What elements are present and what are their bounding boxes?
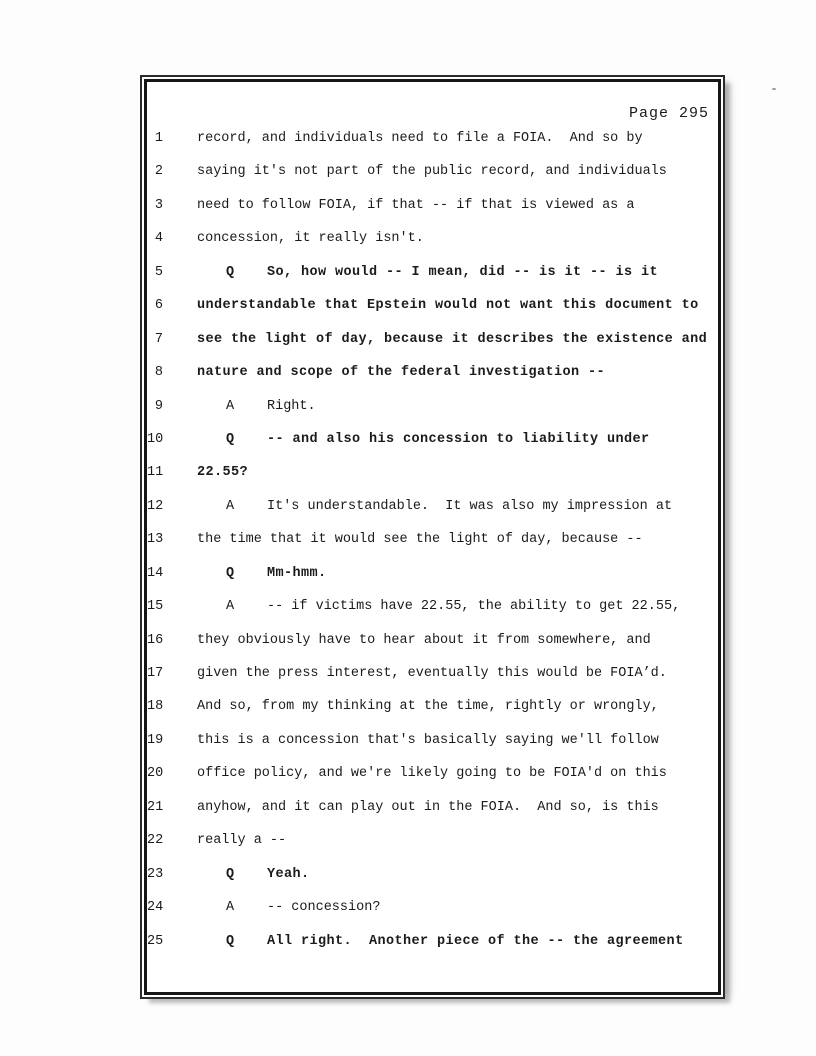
transcript-line bbox=[147, 364, 718, 397]
line-content: given the press interest, eventually this would be FOIA’d. bbox=[197, 666, 667, 681]
scan-speck bbox=[772, 88, 776, 90]
line-text bbox=[197, 398, 316, 415]
line-content: they obviously have to hear about it from somewhere, and bbox=[197, 632, 651, 648]
line-content: -- concession? bbox=[267, 900, 381, 916]
line-content: All right. Another piece of the -- the agreement bbox=[267, 933, 684, 949]
transcript-line bbox=[147, 498, 718, 531]
line-content: -- if victims have 22.55, the ability to get 22.55, bbox=[267, 599, 681, 615]
line-content: saying it's not part of the public record, and individuals bbox=[197, 164, 667, 180]
transcript-line bbox=[147, 832, 718, 865]
line-text bbox=[197, 565, 327, 582]
transcript-line bbox=[147, 331, 718, 364]
line-number: 19 bbox=[147, 732, 164, 748]
line-number: 14 bbox=[147, 565, 164, 581]
line-content: It's understandable. It was also my impression at bbox=[267, 498, 673, 514]
line-number: 10 bbox=[147, 431, 164, 447]
line-text bbox=[197, 498, 672, 515]
line-number: 5 bbox=[154, 264, 163, 280]
line-number: 13 bbox=[147, 532, 164, 548]
transcript-line bbox=[147, 230, 718, 263]
line-content: concession, it really isn't. bbox=[197, 231, 424, 247]
line-text bbox=[197, 464, 248, 481]
line-content: need to follow FOIA, if that -- if that is viewed as a bbox=[197, 197, 635, 213]
transcript-line bbox=[147, 632, 718, 665]
line-text bbox=[197, 698, 659, 715]
speaker-label: Q bbox=[226, 933, 235, 949]
line-number: 6 bbox=[154, 298, 163, 314]
transcript-line bbox=[147, 698, 718, 731]
line-text bbox=[197, 799, 659, 816]
line-content: So, how would -- I mean, did -- is it -- is it bbox=[267, 264, 659, 280]
line-number: 2 bbox=[154, 164, 163, 180]
line-content: really a -- bbox=[197, 833, 287, 849]
line-text bbox=[197, 765, 667, 782]
line-content: Mm-hmm. bbox=[267, 565, 327, 581]
line-number: 7 bbox=[154, 331, 163, 347]
line-text bbox=[197, 130, 643, 147]
line-content: Yeah. bbox=[267, 866, 310, 882]
speaker-label: Q bbox=[226, 431, 235, 447]
transcript-line bbox=[147, 565, 718, 598]
transcript-line bbox=[147, 531, 718, 564]
line-content: And so, from my thinking at the time, rightly or wrongly, bbox=[197, 699, 659, 715]
line-text bbox=[197, 632, 651, 649]
speaker-label: Q bbox=[226, 565, 235, 581]
line-content: 22.55? bbox=[197, 465, 249, 481]
speaker-label: Q bbox=[226, 264, 235, 280]
transcript-line bbox=[147, 264, 718, 297]
transcript-line bbox=[147, 130, 718, 163]
speaker-label: A bbox=[226, 398, 235, 414]
line-number: 16 bbox=[147, 632, 164, 648]
line-text bbox=[197, 297, 699, 314]
speaker-label: A bbox=[226, 599, 235, 615]
line-number: 24 bbox=[147, 900, 164, 916]
transcript-line bbox=[147, 464, 718, 497]
speaker-label: Q bbox=[226, 866, 235, 882]
line-content: see the light of day, because it describes the existence and bbox=[197, 331, 708, 347]
line-text bbox=[197, 732, 659, 749]
line-content: the time that it would see the light of day, because -- bbox=[197, 532, 643, 548]
line-number: 18 bbox=[147, 699, 164, 715]
line-number: 8 bbox=[154, 365, 163, 381]
line-content: nature and scope of the federal investigation -- bbox=[197, 365, 606, 381]
line-text bbox=[197, 933, 684, 950]
line-content: office policy, and we're likely going to be FOIA'd on this bbox=[197, 766, 667, 782]
transcript-line bbox=[147, 732, 718, 765]
transcript-line bbox=[147, 665, 718, 698]
line-number: 4 bbox=[154, 231, 163, 247]
transcript-line bbox=[147, 866, 718, 899]
transcript-line bbox=[147, 163, 718, 196]
line-text bbox=[197, 163, 667, 180]
line-content: record, and individuals need to file a FOIA. And so by bbox=[197, 131, 643, 146]
line-number: 20 bbox=[147, 766, 164, 782]
page-frame bbox=[140, 75, 725, 999]
line-text bbox=[197, 665, 667, 682]
line-number: 21 bbox=[147, 799, 164, 815]
transcript-line bbox=[147, 297, 718, 330]
line-number: 11 bbox=[147, 465, 164, 481]
line-text bbox=[197, 197, 634, 214]
line-number: 23 bbox=[147, 866, 164, 882]
line-text bbox=[197, 431, 650, 448]
line-number: 3 bbox=[154, 197, 163, 213]
speaker-label: A bbox=[226, 900, 235, 916]
line-text bbox=[197, 364, 605, 381]
line-number: 9 bbox=[154, 398, 163, 414]
line-text bbox=[197, 899, 380, 916]
line-text bbox=[197, 230, 424, 247]
transcript-line bbox=[147, 933, 718, 966]
transcript-line bbox=[147, 398, 718, 431]
transcript-line bbox=[147, 197, 718, 230]
line-content: understandable that Epstein would not want this document to bbox=[197, 298, 699, 314]
page-number-label: Page 295 bbox=[628, 105, 709, 122]
line-number: 1 bbox=[154, 131, 163, 146]
line-content: Right. bbox=[267, 398, 316, 414]
page-frame-inner bbox=[144, 79, 721, 995]
line-text bbox=[197, 331, 707, 348]
line-number: 25 bbox=[147, 933, 164, 949]
line-text bbox=[197, 832, 286, 849]
transcript-line bbox=[147, 431, 718, 464]
line-text bbox=[197, 598, 680, 615]
line-number: 12 bbox=[147, 498, 164, 514]
line-text bbox=[197, 531, 643, 548]
line-content: -- and also his concession to liability under bbox=[267, 431, 650, 447]
line-text bbox=[197, 866, 310, 883]
line-number: 17 bbox=[147, 666, 164, 681]
transcript-line bbox=[147, 765, 718, 798]
transcript-line bbox=[147, 598, 718, 631]
transcript-line bbox=[147, 899, 718, 932]
transcript-lines bbox=[147, 130, 718, 966]
line-number: 22 bbox=[147, 833, 164, 849]
line-number: 15 bbox=[147, 599, 164, 615]
line-text bbox=[197, 264, 658, 281]
line-content: this is a concession that's basically saying we'll follow bbox=[197, 732, 659, 748]
transcript-line bbox=[147, 799, 718, 832]
speaker-label: A bbox=[226, 498, 235, 514]
line-content: anyhow, and it can play out in the FOIA. And so, is this bbox=[197, 799, 659, 815]
